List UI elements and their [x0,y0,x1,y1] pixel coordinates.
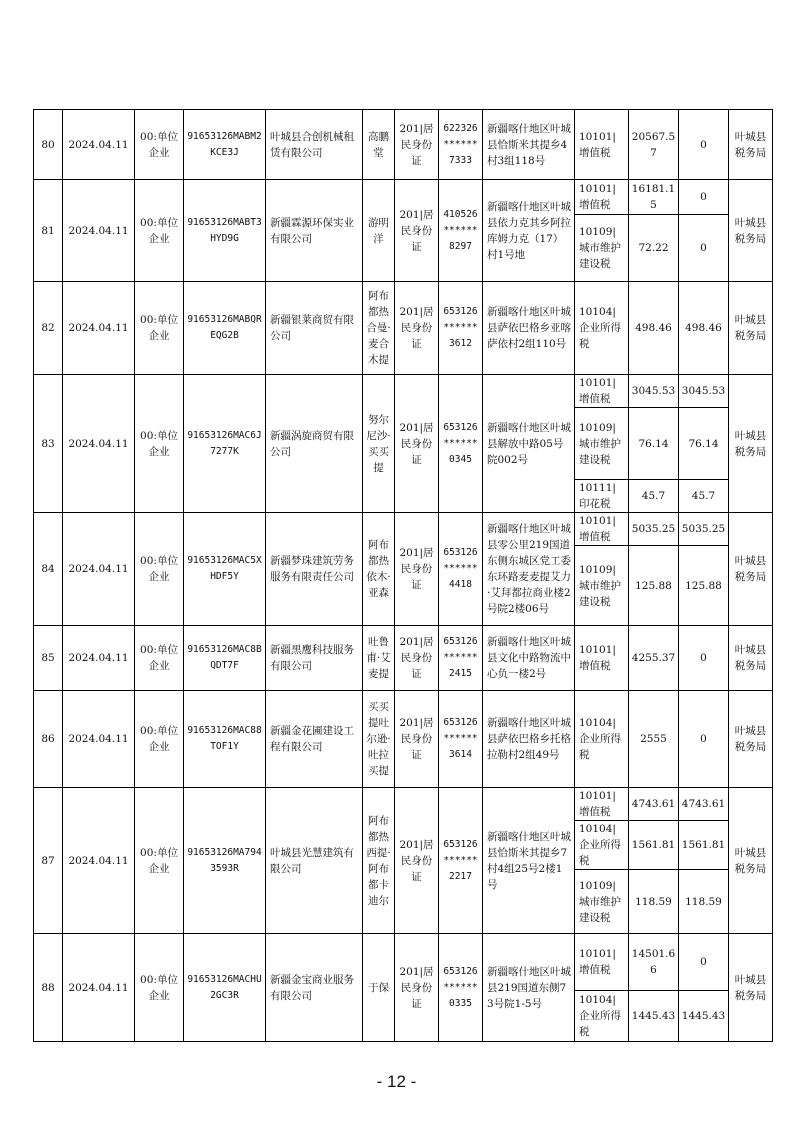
report-date: 2024.04.11 [63,934,135,1042]
row-number: 85 [34,626,63,691]
table-row [34,180,773,215]
id-type: 201|居民身份证 [395,788,439,934]
credit-code: 91653126MABQREQG2B [184,282,266,375]
company-name: 新疆梦珠建筑劳务服务有限责任公司 [266,513,363,626]
tax-amount: 2555 [629,691,679,788]
table-row [34,375,773,408]
row-number: 81 [34,180,63,282]
tax-amount: 4255.37 [629,626,679,691]
taxpayer-type: 00:单位企业 [135,375,184,513]
row-number: 84 [34,513,63,626]
company-name: 叶城县合创机械租赁有限公司 [266,110,363,180]
taxpayer-type: 00:单位企业 [135,788,184,934]
credit-code: 91653126MA7943593R [184,788,266,934]
page-number: - 12 - [376,1072,417,1091]
taxpayer-type: 00:单位企业 [135,691,184,788]
tax-amount: 76.14 [629,408,679,480]
tax-amount: 20567.57 [629,110,679,180]
id-number: 653126******0335 [439,934,483,1042]
company-name: 新疆金花圃建设工程有限公司 [266,691,363,788]
business-address: 新疆喀什地区叶城县恰斯米其提乡7村4组25号2楼1号 [483,788,575,934]
table-row [34,513,773,546]
table-row [34,788,773,821]
tax-arrears-table [33,109,773,1042]
id-number: 653126******4418 [439,513,483,626]
arrears-amount: 3045.53 [679,375,729,408]
tax-item: 10109|城市维护建设税 [575,215,629,282]
arrears-amount: 4743.61 [679,788,729,821]
company-name: 新疆金宝商业服务有限公司 [266,934,363,1042]
arrears-amount: 5035.25 [679,513,729,546]
business-address: 新疆喀什地区叶城县解放中路05号院002号 [483,375,575,513]
tax-amount: 72.22 [629,215,679,282]
business-address: 新疆喀什地区叶城县零公里219国道东侧东城区党工委东环路麦麦提艾力·艾拜都拉商业楼2号院2楼06号 [483,513,575,626]
legal-person: 阿布都热西提·阿布都卡迪尔 [363,788,395,934]
arrears-amount: 1445.43 [679,991,729,1042]
tax-item: 10109|城市维护建设税 [575,408,629,480]
report-date: 2024.04.11 [63,180,135,282]
report-date: 2024.04.11 [63,691,135,788]
business-address: 新疆喀什地区叶城县文化中路物流中心负一楼2号 [483,626,575,691]
arrears-amount: 0 [679,691,729,788]
tax-amount: 14501.66 [629,934,679,991]
taxpayer-type: 00:单位企业 [135,626,184,691]
tax-item: 10101|增值税 [575,934,629,991]
id-type: 201|居民身份证 [395,691,439,788]
row-number: 88 [34,934,63,1042]
id-type: 201|居民身份证 [395,934,439,1042]
id-type: 201|居民身份证 [395,513,439,626]
tax-item: 10101|增值税 [575,180,629,215]
tax-amount: 45.7 [629,480,679,513]
tax-amount: 3045.53 [629,375,679,408]
tax-item: 10101|增值税 [575,626,629,691]
tax-authority: 叶城县税务局 [729,788,773,934]
row-number: 83 [34,375,63,513]
report-date: 2024.04.11 [63,282,135,375]
report-date: 2024.04.11 [63,788,135,934]
business-address: 新疆喀什地区叶城县依力克其乡阿拉库姆力克（17）村1号地 [483,180,575,282]
id-type: 201|居民身份证 [395,110,439,180]
credit-code: 91653126MAC5XHDF5Y [184,513,266,626]
taxpayer-type: 00:单位企业 [135,934,184,1042]
tax-authority: 叶城县税务局 [729,180,773,282]
id-number: 410526******8297 [439,180,483,282]
tax-item: 10104|企业所得税 [575,991,629,1042]
report-date: 2024.04.11 [63,513,135,626]
tax-authority: 叶城县税务局 [729,282,773,375]
row-number: 86 [34,691,63,788]
id-type: 201|居民身份证 [395,282,439,375]
report-date: 2024.04.11 [63,626,135,691]
legal-person: 努尔尼沙·买买提 [363,375,395,513]
tax-authority: 叶城县税务局 [729,110,773,180]
id-type: 201|居民身份证 [395,375,439,513]
arrears-amount: 125.88 [679,546,729,626]
tax-item: 10104|企业所得税 [575,282,629,375]
business-address: 新疆喀什地区叶城县萨依巴格乡亚喀萨依村2组110号 [483,282,575,375]
company-name: 新疆黑鹰科技服务有限公司 [266,626,363,691]
arrears-amount: 76.14 [679,408,729,480]
legal-person: 买买提吐尔逊·吐拉买提 [363,691,395,788]
business-address: 新疆喀什地区叶城县219国道东侧73号院1-5号 [483,934,575,1042]
arrears-amount: 0 [679,110,729,180]
legal-person: 吐鲁甫·艾麦提 [363,626,395,691]
tax-amount: 16181.15 [629,180,679,215]
tax-authority: 叶城县税务局 [729,934,773,1042]
id-number: 653126******3614 [439,691,483,788]
tax-item: 10104|企业所得税 [575,821,629,870]
company-name: 新疆霖源环保实业有限公司 [266,180,363,282]
legal-person: 高鹏堂 [363,110,395,180]
legal-person: 阿布都热依木·亚森 [363,513,395,626]
arrears-amount: 118.59 [679,870,729,934]
arrears-amount: 0 [679,626,729,691]
company-name: 新疆涡旋商贸有限公司 [266,375,363,513]
tax-item: 10111|印花税 [575,480,629,513]
id-type: 201|居民身份证 [395,180,439,282]
tax-amount: 1445.43 [629,991,679,1042]
taxpayer-type: 00:单位企业 [135,180,184,282]
credit-code: 91653126MAC88TOF1Y [184,691,266,788]
credit-code: 91653126MAC8BQDT7F [184,626,266,691]
credit-code: 91653126MACHU2GC3R [184,934,266,1042]
id-number: 622326******7333 [439,110,483,180]
tax-amount: 4743.61 [629,788,679,821]
taxpayer-type: 00:单位企业 [135,110,184,180]
tax-amount: 1561.81 [629,821,679,870]
tax-amount: 498.46 [629,282,679,375]
taxpayer-type: 00:单位企业 [135,513,184,626]
arrears-amount: 0 [679,215,729,282]
credit-code: 91653126MABM2KCE3J [184,110,266,180]
taxpayer-type: 00:单位企业 [135,282,184,375]
id-number: 653126******2217 [439,788,483,934]
id-number: 653126******3612 [439,282,483,375]
arrears-amount: 45.7 [679,480,729,513]
arrears-amount: 498.46 [679,282,729,375]
business-address: 新疆喀什地区叶城县恰斯米其提乡4村3组118号 [483,110,575,180]
tax-item: 10101|增值税 [575,375,629,408]
legal-person: 阿布都热合曼·麦合木提 [363,282,395,375]
id-number: 653126******0345 [439,375,483,513]
tax-item: 10101|增值税 [575,788,629,821]
table-row [34,282,773,375]
id-type: 201|居民身份证 [395,626,439,691]
tax-amount: 118.59 [629,870,679,934]
table-row [34,110,773,180]
arrears-amount: 0 [679,180,729,215]
table-row [34,934,773,991]
report-date: 2024.04.11 [63,110,135,180]
company-name: 新疆银莱商贸有限公司 [266,282,363,375]
table-row [34,626,773,691]
business-address: 新疆喀什地区叶城县萨依巴格乡托格拉勒村2组49号 [483,691,575,788]
tax-authority: 叶城县税务局 [729,375,773,513]
tax-item: 10109|城市维护建设税 [575,546,629,626]
tax-amount: 125.88 [629,546,679,626]
tax-authority: 叶城县税务局 [729,513,773,626]
tax-authority: 叶城县税务局 [729,626,773,691]
arrears-amount: 0 [679,934,729,991]
legal-person: 游明洋 [363,180,395,282]
row-number: 82 [34,282,63,375]
row-number: 87 [34,788,63,934]
id-number: 653126******2415 [439,626,483,691]
tax-authority: 叶城县税务局 [729,691,773,788]
arrears-amount: 1561.81 [679,821,729,870]
tax-item: 10101|增值税 [575,513,629,546]
tax-amount: 5035.25 [629,513,679,546]
row-number: 80 [34,110,63,180]
company-name: 叶城县光慧建筑有限公司 [266,788,363,934]
legal-person: 于保 [363,934,395,1042]
tax-item: 10109|城市维护建设税 [575,870,629,934]
credit-code: 91653126MAC6J7277K [184,375,266,513]
table-row [34,691,773,788]
report-date: 2024.04.11 [63,375,135,513]
tax-item: 10101|增值税 [575,110,629,180]
tax-item: 10104|企业所得税 [575,691,629,788]
credit-code: 91653126MABT3HYD9G [184,180,266,282]
